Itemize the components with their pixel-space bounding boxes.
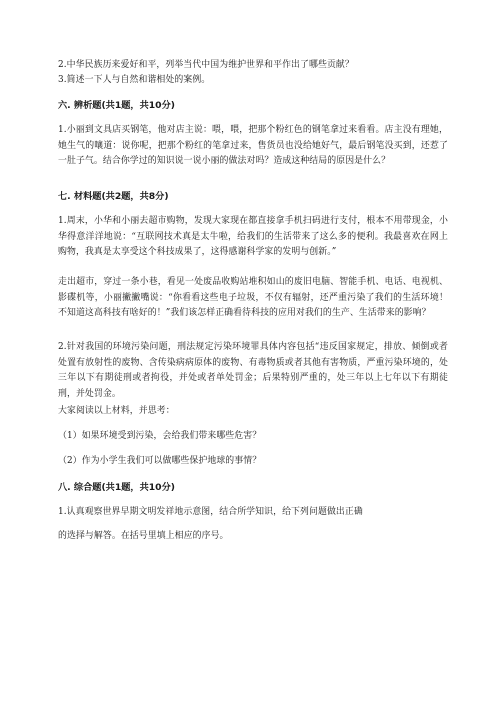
question-2: 2.中华民族历来爱好和平，列举当代中国为维护世界和平作出了哪些贡献？ xyxy=(58,60,354,70)
section-7-question-2-sub-2: （2）作为小学生我们可以做哪些保护地球的事情？ xyxy=(58,456,262,466)
section-7-question-2-prompt: 大家阅读以上材料，并思考： xyxy=(58,406,175,416)
section-7-question-1: 1.周末，小华和小丽去超市购物，发现大家现在都直接拿手机扫码进行支付，根本不用带现金，小华得意洋洋地说：“互联网技术真是太牛啦，给我们的生活带来了这么多的便利。我最喜欢在网上购物，我真是太享受这个科技成果了，这得感谢科学家的发明与创新。” xyxy=(58,216,448,257)
section-8-question-1-line-2: 的选择与解答。在括号里填上相应的序号。 xyxy=(58,531,229,541)
section-7-question-1-continued: 走出超市，穿过一条小巷，看见一处废品收购站堆积如山的废旧电脑、智能手机、电话、电视机、影碟机等，小丽撇撇嘴说：“你看看这些电子垃圾，不仅有辐射，还严重污染了我们的生活环境！不知道这高科技有啥好的！”我们该怎样正确看待科技的应用对我们的生产、生活带来的影响？ xyxy=(58,277,448,318)
section-6-heading: 六. 辨析题(共1题，共10分) xyxy=(58,100,175,111)
question-3: 3.简述一下人与自然和谐相处的案例。 xyxy=(58,75,211,85)
section-8-question-1-line-1: 1.认真观察世界早期文明发祥地示意图，结合所学知识，给下列问题做出正确 xyxy=(58,507,363,517)
section-7-heading: 七. 材料题(共2题，共8分) xyxy=(58,191,169,202)
section-8-heading: 八. 综合题(共1题，共10分) xyxy=(58,482,175,493)
section-7-question-2-sub-1: （1）如果环境受到污染，会给我们带来哪些危害？ xyxy=(58,431,262,441)
section-6-question-1: 1.小丽到文具店买钢笔，他对店主说：喂，喂，把那个粉红色的钢笔拿过来看看。店主没有理她，她生气的嚷道：说你呢，把那个粉红的笔拿过来，售货员也没给她好气，最后钢笔没买到，还惹了一肚子气。结合你学过的知识说一说小丽的做法对吗？造成这种结局的原因是什么？ xyxy=(58,125,448,166)
section-7-question-2: 2.针对我国的环境污染问题，刑法规定污染环境罪具体内容包括“违反国家规定，排放、倾倒或者处置有放射性的废物、含传染病病原体的废物、有毒物质或者其他有害物质，严重污染环境的，处三年以下有期徒刑或者拘役，并处或者单处罚金；后果特别严重的，处三年以上七年以下有期徒刑，并处罚金。 xyxy=(58,342,448,399)
